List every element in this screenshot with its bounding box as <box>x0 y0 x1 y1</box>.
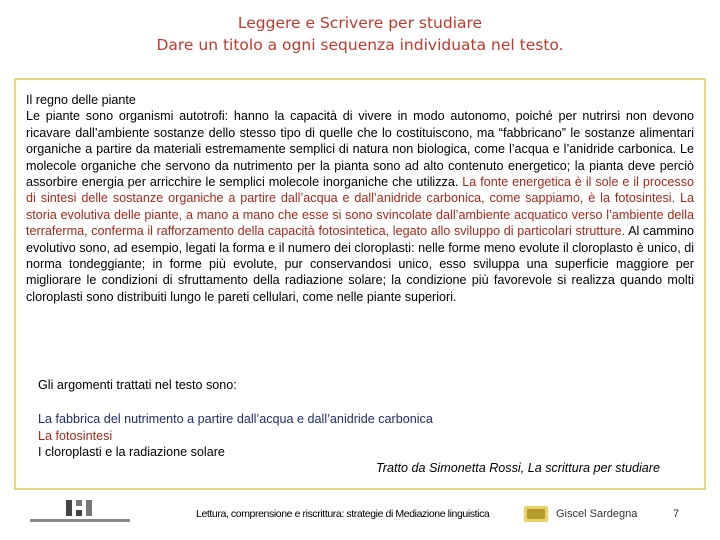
topics-heading: Gli argomenti trattati nel testo sono: <box>38 378 237 392</box>
page-number: 7 <box>673 508 680 520</box>
giscel-logo-icon <box>524 506 548 522</box>
passage-title: Il regno delle piante <box>26 93 136 107</box>
topic-item: La fotosintesi <box>38 428 113 443</box>
institution-logo-caption <box>30 519 130 522</box>
passage-box <box>14 78 706 490</box>
source-citation: Tratto da Simonetta Rossi, La scrittura per studiare <box>376 461 660 475</box>
slide-footer <box>0 496 720 536</box>
institution-logo <box>30 500 130 528</box>
passage-segment-2: La fonte energetica è il sole e il processo di sintesi delle sostanze organiche a partire dall’acqua e dall’anidride carbonica, come sappiamo, è la fotosintesi. La storia evolutiva delle piante, a mano a mano che esse si sono svincolate dall’ambiente acquatico verso l’ambiente della terraferma, conferma il rafforzamento della capacità fotosintetica, legato allo sviluppo di particolari strutture. <box>26 175 694 239</box>
course-title: Lettura, comprensione e riscrittura: strategie di Mediazione linguistica <box>196 508 490 520</box>
organization-name: Giscel Sardegna <box>556 508 638 520</box>
topic-item: La fabbrica del nutrimento a partire dall’acqua e dall’anidride carbonica <box>38 412 433 427</box>
institution-logo-mark <box>66 500 92 516</box>
slide-instruction: Dare un titolo a ogni sequenza individuata nel testo. <box>156 36 564 54</box>
passage-segment-3: Al cammino evolutivo sono, ad esempio, legati la forma e il numero dei cloroplasti: nelle forme meno evolute il cloroplasto è unico, di norma tondeggiante; in forme più evolute, pur conservandosi unico, esso sviluppa una superficie maggiore per migliorare le condizioni di sfruttamento della radiazione solare; la condizione più favorevole si realizza quando molti cloroplasti sono distribuiti lungo le pareti cellulari, come nelle piante superiori. <box>26 224 694 304</box>
topics-section <box>38 377 678 461</box>
topic-item: I cloroplasti e la radiazione solare <box>38 445 225 460</box>
passage-text <box>26 92 694 305</box>
passage-segment-1: Le piante sono organismi autotrofi: hanno la capacità di vivere in modo autonomo, poiché per nutrirsi non devono ricavare dall’ambiente sostanze dello stesso tipo di quelle che lo costituiscono, ma “fabbricano” le sostanze alimentari organiche a partire da materiali estremamente semplici di natura non biologica, come l’acqua e l’anidride carbonica. Le molecole organiche che servono da nutrimento per la pianta sono ad alto contenuto energetico; la pianta deve perciò assorbire energia per arricchire le semplici molecole inorganiche che utilizza. <box>26 109 694 190</box>
slide-header <box>0 12 720 56</box>
slide-title: Leggere e Scrivere per studiare <box>237 14 483 32</box>
